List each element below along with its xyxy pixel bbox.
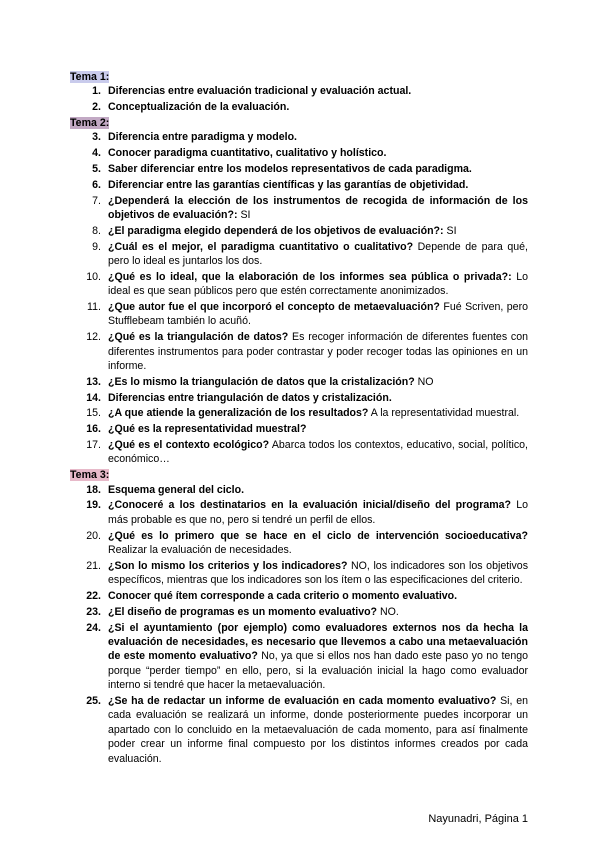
item-question: ¿Son lo mismo los criterios y los indicadores? xyxy=(108,559,348,572)
item-question: ¿Qué es lo primero que se hace en el ciclo de intervención socioeducativa? xyxy=(108,529,528,542)
item-question: Conceptualización de la evaluación. xyxy=(108,101,290,114)
item-number: 8. xyxy=(92,224,101,237)
item-answer: NO. xyxy=(377,605,399,618)
item-question: Diferencias entre evaluación tradicional y evaluación actual. xyxy=(108,85,412,98)
item-text xyxy=(108,438,528,467)
item-number: 19. xyxy=(86,499,101,512)
item-number: 5. xyxy=(92,163,101,175)
item-question: ¿Conoceré a los destinatarios en la evaluación inicial/diseño del programa? xyxy=(108,499,511,512)
item-question: ¿Dependerá la elección de los instrumentos de recogida de información de los objetivos de evaluación?: xyxy=(108,194,528,221)
section-heading-label: Tema 2: xyxy=(70,117,110,129)
item-question: ¿Qué es lo ideal, que la elaboración de los informes sea pública o privada?: xyxy=(108,270,512,283)
item-question: ¿Qué es la representatividad muestral? xyxy=(108,423,307,436)
item-number: 24. xyxy=(86,621,101,634)
item-text xyxy=(108,130,528,144)
item-text xyxy=(108,330,528,373)
section-heading-label: Tema 1: xyxy=(70,71,110,83)
item-question: Conocer paradigma cuantitativo, cualitativo y holístico. xyxy=(108,147,387,160)
item-text xyxy=(108,375,528,389)
item-question: Diferencia entre paradigma y modelo. xyxy=(108,131,297,144)
item-number: 16. xyxy=(86,423,101,436)
item-text xyxy=(108,240,528,269)
list-item xyxy=(70,406,528,420)
item-answer: Fué Scriven, pero Stufflebeam también lo acuñó. xyxy=(108,301,528,328)
list-item xyxy=(70,529,528,558)
item-number: 4. xyxy=(92,147,101,160)
list-item xyxy=(70,330,528,373)
item-text xyxy=(108,498,528,527)
item-number: 22. xyxy=(86,590,101,603)
item-text xyxy=(108,100,528,114)
item-question: Conocer qué ítem corresponde a cada criterio o momento evaluativo. xyxy=(108,590,458,603)
item-answer: SI xyxy=(443,224,457,237)
item-number: 6. xyxy=(92,178,101,191)
section-heading xyxy=(70,468,528,482)
section-heading-label: Tema 3: xyxy=(70,469,110,482)
item-answer: Si, en cada evaluación se realizará un informe, donde posteriormente puedes incorporar un apartado con lo concluido en la metaevaluación de cada momento, para así finalmente poder crear un informe final compuesto por los distintos informes creados por cada evaluación. xyxy=(108,695,528,765)
list-item xyxy=(70,84,528,98)
item-number: 2. xyxy=(92,101,101,114)
item-question: ¿Que autor fue el que incorporó el concepto de metaevaluación? xyxy=(108,301,440,313)
item-number: 20. xyxy=(86,529,101,542)
list-item xyxy=(70,162,528,176)
item-question: ¿Es lo mismo la triangulación de datos que la cristalización? xyxy=(108,375,415,388)
item-answer: A la representatividad muestral. xyxy=(368,407,520,420)
list-item xyxy=(70,375,528,389)
item-number: 3. xyxy=(92,131,101,144)
list-item xyxy=(70,391,528,405)
item-text xyxy=(108,224,528,238)
list-item xyxy=(70,146,528,160)
item-text xyxy=(108,178,528,192)
list-item xyxy=(70,483,528,497)
item-number: 10. xyxy=(86,270,101,283)
item-text xyxy=(108,621,528,693)
item-question: ¿Qué es el contexto ecológico? xyxy=(108,439,270,451)
item-number: 9. xyxy=(92,240,101,253)
list-item xyxy=(70,194,528,223)
item-answer: Depende de para qué, pero lo ideal es juntarlos los dos. xyxy=(108,240,528,267)
item-question: ¿El paradigma elegido dependerá de los objetivos de evaluación?: xyxy=(108,224,444,237)
item-question: Diferencias entre triangulación de datos y cristalización. xyxy=(108,391,392,404)
list-item xyxy=(70,100,528,114)
item-answer: SI xyxy=(237,209,251,221)
page-footer: Nayunadri, Página 1 xyxy=(428,813,528,825)
item-text xyxy=(108,694,528,766)
list-item xyxy=(70,270,528,299)
item-number: 11. xyxy=(87,301,101,313)
item-answer: Lo más probable es que no, pero si tendré un perfil de ellos. xyxy=(108,499,528,526)
item-text xyxy=(108,84,528,98)
document-body xyxy=(70,70,528,767)
list-item xyxy=(70,224,528,238)
item-number: 15. xyxy=(86,407,101,420)
section-heading xyxy=(70,116,528,130)
list-item xyxy=(70,300,528,329)
section-heading xyxy=(70,70,528,84)
list-item xyxy=(70,605,528,619)
item-question: ¿Se ha de redactar un informe de evaluación en cada momento evaluativo? xyxy=(108,695,497,708)
item-number: 25. xyxy=(86,695,101,708)
item-number: 23. xyxy=(86,605,101,618)
item-answer: Es recoger información de diferentes fuentes con diferentes instrumentos para poder contrastar y poder recoger todas las opiniones en un informe. xyxy=(108,331,528,373)
list-item xyxy=(70,178,528,192)
item-number: 13. xyxy=(86,375,101,388)
list-item xyxy=(70,130,528,144)
item-question: ¿El diseño de programas es un momento evaluativo? xyxy=(108,605,378,618)
item-text xyxy=(108,300,528,329)
item-answer: NO xyxy=(414,375,434,388)
item-text xyxy=(108,406,528,420)
item-number: 17. xyxy=(86,439,101,451)
list-item xyxy=(70,498,528,527)
item-question: ¿Qué es la triangulación de datos? xyxy=(108,331,289,344)
item-text xyxy=(108,422,528,436)
item-text xyxy=(108,270,528,299)
item-question: ¿Si el ayuntamiento (por ejemplo) como evaluadores externos nos da hecha la evaluación de necesidades, es necesario que llevemos a cabo una metaevaluación de este momento evaluativo? xyxy=(108,621,528,663)
item-question: Diferenciar entre las garantías científicas y las garantías de objetividad. xyxy=(108,178,469,191)
list-item xyxy=(70,422,528,436)
list-item xyxy=(70,240,528,269)
item-number: 21. xyxy=(86,559,101,572)
item-text xyxy=(108,529,528,558)
item-question: ¿A que atiende la generalización de los resultados? xyxy=(108,407,369,420)
item-text xyxy=(108,391,528,405)
item-text xyxy=(108,162,528,176)
item-text xyxy=(108,559,528,588)
item-text xyxy=(108,605,528,619)
item-question: ¿Cuál es el mejor, el paradigma cuantitativo o cualitativo? xyxy=(108,240,414,253)
item-text xyxy=(108,589,528,603)
item-answer: No, ya que si ellos nos han dado este paso yo no tengo porque “perder tiempo” en ello, pero, si la evaluación inicial la hago como evaluador interno si tendré que hacer la metaevaluación. xyxy=(108,650,529,692)
list-item xyxy=(70,589,528,603)
item-answer: Lo ideal es que sean públicos pero que estén correctamente anonimizados. xyxy=(108,270,528,298)
item-text xyxy=(108,146,528,160)
item-number: 12. xyxy=(86,331,101,344)
item-question: Saber diferenciar entre los modelos representativos de cada paradigma. xyxy=(108,163,472,175)
item-number: 1. xyxy=(92,85,101,98)
item-text xyxy=(108,483,528,497)
list-item xyxy=(70,438,528,467)
item-answer: Realizar la evaluación de necesidades. xyxy=(108,544,292,557)
list-item xyxy=(70,694,528,766)
item-text xyxy=(108,194,528,223)
item-number: 7. xyxy=(92,194,101,207)
item-question: Esquema general del ciclo. xyxy=(108,483,245,496)
item-number: 14. xyxy=(86,391,101,404)
item-answer: Abarca todos los contextos, educativo, social, político, económico… xyxy=(108,439,528,466)
list-item xyxy=(70,621,528,693)
list-item xyxy=(70,559,528,588)
item-number: 18. xyxy=(86,483,101,496)
item-answer: NO, los indicadores son los objetivos específicos, mientras que los indicadores son los ítem o las especificaciones del criterio. xyxy=(108,559,528,587)
